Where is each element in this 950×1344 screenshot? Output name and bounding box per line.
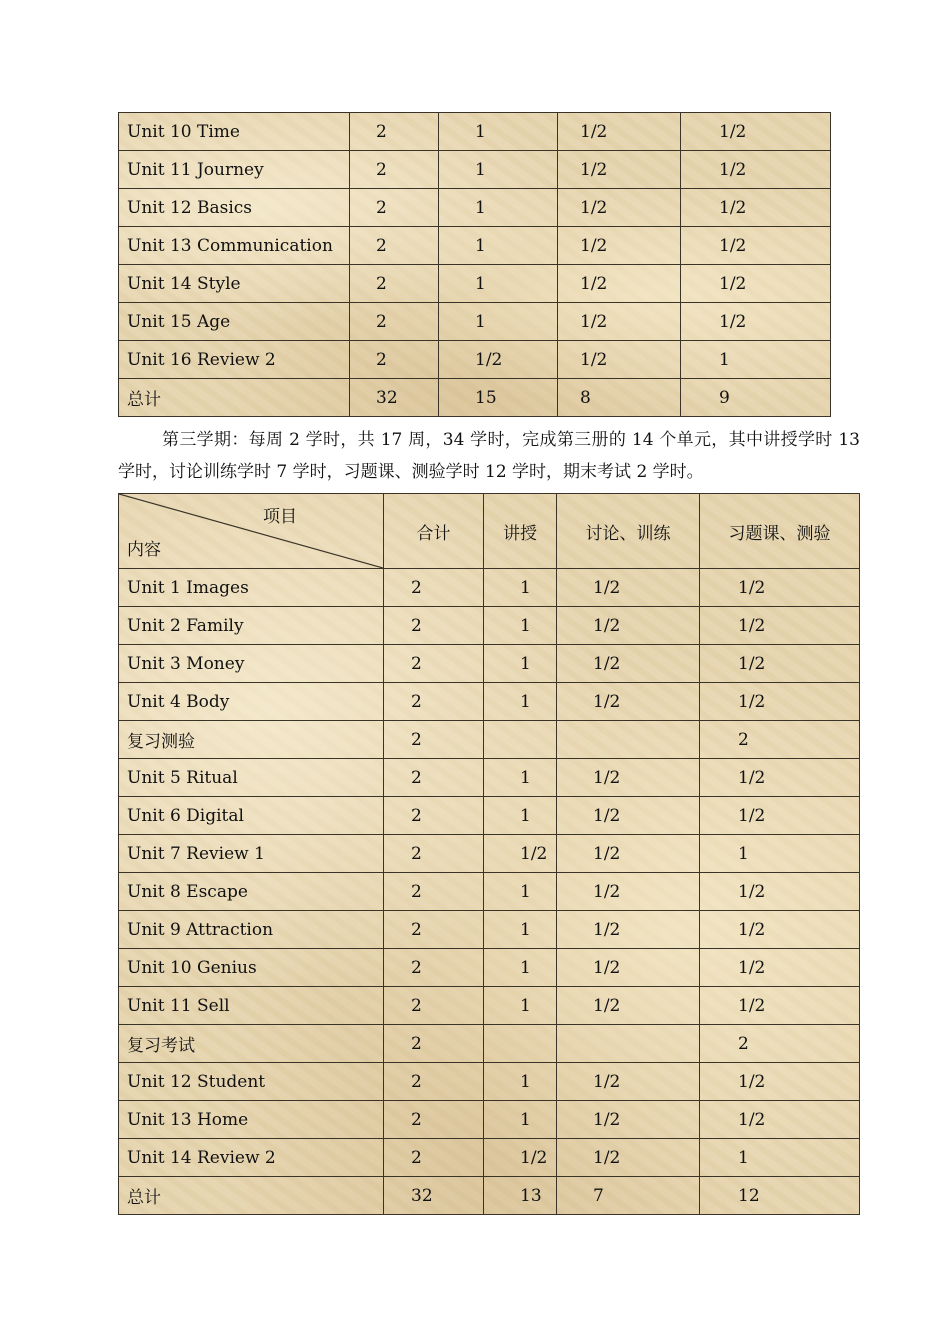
- lecture-hours-cell: 1: [439, 303, 558, 341]
- exercise-hours-cell: 1/2: [700, 645, 860, 683]
- total-hours-cell: 2: [384, 569, 484, 607]
- exercise-hours-cell: 1: [700, 835, 860, 873]
- unit-name-cell: 复习测验: [119, 721, 384, 759]
- lecture-hours-cell: 1: [484, 569, 557, 607]
- exercise-hours-cell: 1/2: [700, 1063, 860, 1101]
- table-row: [119, 987, 860, 1025]
- discussion-hours-cell: 8: [558, 379, 681, 417]
- total-hours-cell: 2: [350, 151, 439, 189]
- lecture-hours-cell: 1: [439, 265, 558, 303]
- lecture-hours-cell: 1: [484, 1101, 557, 1139]
- unit-name-cell: Unit 11 Journey: [119, 151, 350, 189]
- table-row: [119, 1177, 860, 1215]
- table-row: [119, 911, 860, 949]
- lecture-hours-cell: 15: [439, 379, 558, 417]
- total-hours-cell: 2: [384, 1139, 484, 1177]
- lecture-hours-cell: 1: [484, 645, 557, 683]
- semester3-description: 第三学期：每周 2 学时，共 17 周，34 学时，完成第三册的 14 个单元，其中讲授学时 13 学时，讨论训练学时 7 学时，习题课、测验学时 12 学时，期末考试 2 学时。: [118, 430, 860, 482]
- discussion-hours-cell: 1/2: [557, 835, 700, 873]
- unit-name-cell: Unit 12 Basics: [119, 189, 350, 227]
- lecture-hours-cell: 1: [484, 759, 557, 797]
- header-discussion: 讨论、训练: [557, 494, 700, 569]
- lecture-hours-cell: 1: [439, 189, 558, 227]
- total-hours-cell: 2: [384, 949, 484, 987]
- table-row: [119, 569, 860, 607]
- exercise-hours-cell: 1/2: [700, 607, 860, 645]
- discussion-hours-cell: 1/2: [558, 189, 681, 227]
- unit-name-cell: Unit 16 Review 2: [119, 341, 350, 379]
- unit-name-cell: Unit 8 Escape: [119, 873, 384, 911]
- discussion-hours-cell: 7: [557, 1177, 700, 1215]
- lecture-hours-cell: 1: [484, 683, 557, 721]
- table-row: [119, 227, 831, 265]
- unit-name-cell: Unit 14 Style: [119, 265, 350, 303]
- total-hours-cell: 2: [384, 1063, 484, 1101]
- discussion-hours-cell: 1/2: [557, 1139, 700, 1177]
- lecture-hours-cell: 1: [484, 911, 557, 949]
- table-row: [119, 341, 831, 379]
- unit-name-cell: Unit 14 Review 2: [119, 1139, 384, 1177]
- unit-name-cell: 复习考试: [119, 1025, 384, 1063]
- unit-name-cell: Unit 3 Money: [119, 645, 384, 683]
- total-hours-cell: 2: [350, 265, 439, 303]
- discussion-hours-cell: [557, 721, 700, 759]
- lecture-hours-cell: 1: [484, 1063, 557, 1101]
- total-hours-cell: 2: [384, 607, 484, 645]
- lecture-hours-cell: 1: [484, 607, 557, 645]
- total-hours-cell: 2: [384, 797, 484, 835]
- lecture-hours-cell: 1: [439, 227, 558, 265]
- discussion-hours-cell: [557, 1025, 700, 1063]
- table-row: [119, 151, 831, 189]
- total-hours-cell: 2: [384, 683, 484, 721]
- discussion-hours-cell: 1/2: [557, 1063, 700, 1101]
- header-item-label: 项目: [263, 507, 297, 527]
- exercise-hours-cell: 1/2: [700, 683, 860, 721]
- exercise-hours-cell: 1: [681, 341, 831, 379]
- semester3-hours-table: [118, 493, 860, 1215]
- unit-name-cell: Unit 15 Age: [119, 303, 350, 341]
- exercise-hours-cell: 1/2: [681, 113, 831, 151]
- table-row: [119, 607, 860, 645]
- exercise-hours-cell: 1/2: [681, 151, 831, 189]
- header-total: 合计: [384, 494, 484, 569]
- exercise-hours-cell: 1: [700, 1139, 860, 1177]
- unit-name-cell: Unit 9 Attraction: [119, 911, 384, 949]
- table-row: [119, 797, 860, 835]
- unit-name-cell: Unit 4 Body: [119, 683, 384, 721]
- table-row: [119, 645, 860, 683]
- exercise-hours-cell: 1/2: [700, 1101, 860, 1139]
- total-hours-cell: 2: [384, 759, 484, 797]
- unit-name-cell: Unit 5 Ritual: [119, 759, 384, 797]
- table-row: [119, 759, 860, 797]
- table-row: [119, 683, 860, 721]
- discussion-hours-cell: 1/2: [557, 1101, 700, 1139]
- total-hours-cell: 2: [384, 1101, 484, 1139]
- table-row: [119, 1139, 860, 1177]
- diagonal-header-cell: [119, 494, 384, 569]
- discussion-hours-cell: 1/2: [558, 303, 681, 341]
- exercise-hours-cell: 12: [700, 1177, 860, 1215]
- discussion-hours-cell: 1/2: [557, 873, 700, 911]
- exercise-hours-cell: 2: [700, 1025, 860, 1063]
- unit-name-cell: Unit 10 Time: [119, 113, 350, 151]
- total-hours-cell: 2: [384, 835, 484, 873]
- total-hours-cell: 2: [350, 227, 439, 265]
- exercise-hours-cell: 1/2: [700, 987, 860, 1025]
- discussion-hours-cell: 1/2: [557, 911, 700, 949]
- lecture-hours-cell: 1/2: [484, 1139, 557, 1177]
- lecture-hours-cell: 13: [484, 1177, 557, 1215]
- unit-name-cell: Unit 7 Review 1: [119, 835, 384, 873]
- total-hours-cell: 2: [384, 1025, 484, 1063]
- table2-body: [119, 494, 860, 1215]
- unit-name-cell: Unit 11 Sell: [119, 987, 384, 1025]
- table-row: [119, 949, 860, 987]
- discussion-hours-cell: 1/2: [557, 797, 700, 835]
- discussion-hours-cell: 1/2: [557, 949, 700, 987]
- lecture-hours-cell: 1/2: [484, 835, 557, 873]
- exercise-hours-cell: 2: [700, 721, 860, 759]
- total-hours-cell: 2: [384, 721, 484, 759]
- total-hours-cell: 2: [350, 341, 439, 379]
- total-hours-cell: 2: [384, 987, 484, 1025]
- total-hours-cell: 2: [350, 113, 439, 151]
- table-row: [119, 1101, 860, 1139]
- total-hours-cell: 2: [384, 911, 484, 949]
- table-row: [119, 1025, 860, 1063]
- discussion-hours-cell: 1/2: [558, 341, 681, 379]
- table-row: [119, 265, 831, 303]
- unit-name-cell: Unit 1 Images: [119, 569, 384, 607]
- exercise-hours-cell: 1/2: [681, 265, 831, 303]
- unit-name-cell: Unit 2 Family: [119, 607, 384, 645]
- exercise-hours-cell: 1/2: [681, 189, 831, 227]
- semester2-hours-table-continued: [118, 112, 831, 417]
- total-hours-cell: 2: [350, 303, 439, 341]
- table-row: [119, 1063, 860, 1101]
- exercise-hours-cell: 9: [681, 379, 831, 417]
- exercise-hours-cell: 1/2: [700, 797, 860, 835]
- table-row: [119, 873, 860, 911]
- exercise-hours-cell: 1/2: [700, 873, 860, 911]
- total-hours-cell: 2: [350, 189, 439, 227]
- lecture-hours-cell: [484, 1025, 557, 1063]
- unit-name-cell: Unit 6 Digital: [119, 797, 384, 835]
- total-hours-cell: 32: [350, 379, 439, 417]
- unit-name-cell: Unit 10 Genius: [119, 949, 384, 987]
- discussion-hours-cell: 1/2: [557, 759, 700, 797]
- table-row: [119, 379, 831, 417]
- exercise-hours-cell: 1/2: [700, 949, 860, 987]
- lecture-hours-cell: 1: [439, 113, 558, 151]
- discussion-hours-cell: 1/2: [558, 151, 681, 189]
- unit-name-cell: 总计: [119, 379, 350, 417]
- exercise-hours-cell: 1/2: [700, 569, 860, 607]
- discussion-hours-cell: 1/2: [557, 569, 700, 607]
- lecture-hours-cell: 1/2: [439, 341, 558, 379]
- table-row: [119, 721, 860, 759]
- table2-header-row: [119, 494, 860, 569]
- lecture-hours-cell: [484, 721, 557, 759]
- table-row: [119, 113, 831, 151]
- unit-name-cell: 总计: [119, 1177, 384, 1215]
- lecture-hours-cell: 1: [484, 987, 557, 1025]
- total-hours-cell: 2: [384, 645, 484, 683]
- exercise-hours-cell: 1/2: [700, 911, 860, 949]
- lecture-hours-cell: 1: [484, 949, 557, 987]
- lecture-hours-cell: 1: [484, 873, 557, 911]
- header-lecture: 讲授: [484, 494, 557, 569]
- table-row: [119, 189, 831, 227]
- table-row: [119, 835, 860, 873]
- discussion-hours-cell: 1/2: [558, 227, 681, 265]
- total-hours-cell: 32: [384, 1177, 484, 1215]
- discussion-hours-cell: 1/2: [557, 987, 700, 1025]
- discussion-hours-cell: 1/2: [558, 113, 681, 151]
- exercise-hours-cell: 1/2: [681, 303, 831, 341]
- table1-body: [119, 113, 831, 417]
- table-row: [119, 303, 831, 341]
- discussion-hours-cell: 1/2: [558, 265, 681, 303]
- discussion-hours-cell: 1/2: [557, 607, 700, 645]
- unit-name-cell: Unit 12 Student: [119, 1063, 384, 1101]
- header-exercise: 习题课、测验: [700, 494, 860, 569]
- header-content-label: 内容: [127, 540, 161, 560]
- total-hours-cell: 2: [384, 873, 484, 911]
- unit-name-cell: Unit 13 Communication: [119, 227, 350, 265]
- exercise-hours-cell: 1/2: [700, 759, 860, 797]
- lecture-hours-cell: 1: [484, 797, 557, 835]
- lecture-hours-cell: 1: [439, 151, 558, 189]
- exercise-hours-cell: 1/2: [681, 227, 831, 265]
- discussion-hours-cell: 1/2: [557, 683, 700, 721]
- unit-name-cell: Unit 13 Home: [119, 1101, 384, 1139]
- discussion-hours-cell: 1/2: [557, 645, 700, 683]
